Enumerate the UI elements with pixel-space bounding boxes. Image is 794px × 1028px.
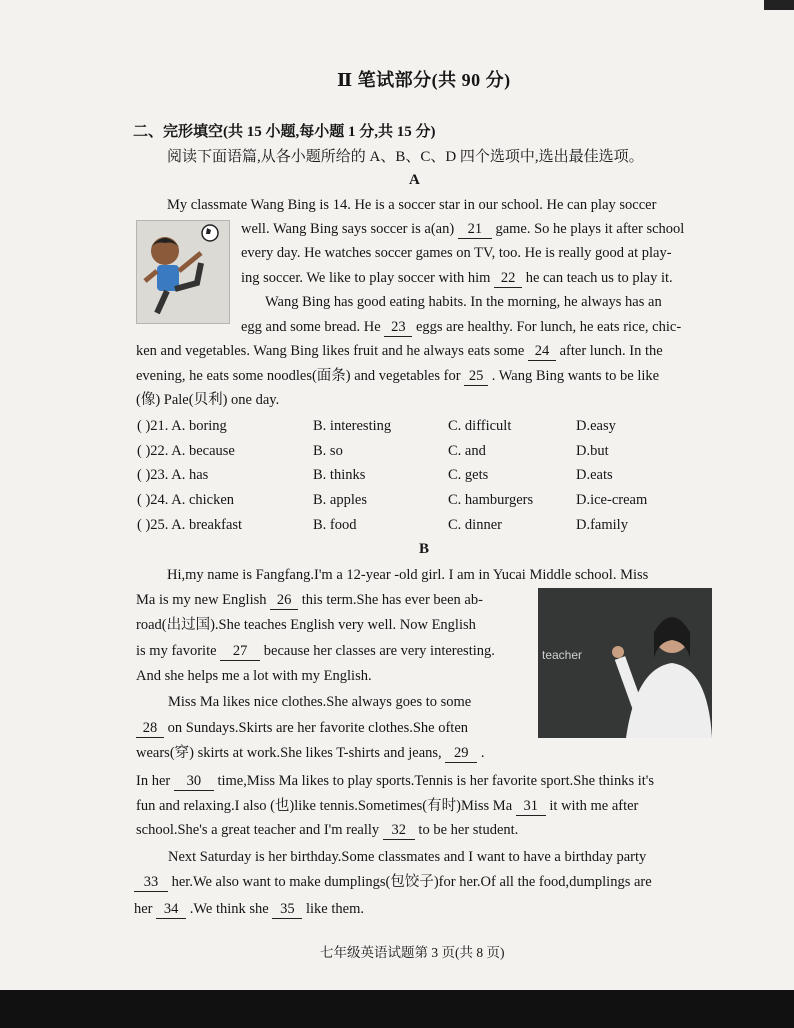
page-footer: 七年级英语试题第 3 页(共 8 页) [320,945,505,960]
blank-28[interactable]: 28 [136,720,164,738]
blank-35[interactable]: 35 [272,901,302,919]
option-22-b[interactable]: B. so [313,443,343,459]
blank-29[interactable]: 29 [445,745,477,763]
line-text: he can teach us to play it. [525,270,673,286]
passage-b-line-14 [134,897,364,922]
line-text: wears(穿) skirts at work.She likes T-shirts and jeans, [136,745,442,761]
passage-b-line-8 [136,741,485,766]
question-stem: ( )22. A. because [137,443,235,459]
line-text: on Sundays.Skirts are her favorite clothes.She often [167,720,469,736]
teacher-caption: teacher [542,648,583,662]
passage-b-label: B [419,541,430,557]
line-text: ing soccer. We like to play soccer with him [241,270,491,286]
option-22-c[interactable]: C. and [448,443,486,459]
passage-b-line-9 [136,769,654,794]
line-text: game. So he plays it after school [495,221,685,237]
line-text: . [480,745,485,761]
blank-33[interactable]: 33 [134,874,168,892]
option-25-c[interactable]: C. dinner [448,517,502,533]
passage-b-line-2 [136,588,483,613]
passage-a-line-8 [136,364,659,389]
soccer-boy-icon [137,221,229,323]
passage-a-line-1: My classmate Wang Bing is 14. He is a soccer star in our school. He can play soccer [167,197,657,213]
option-25-b[interactable]: B. food [313,517,357,533]
passage-b-line-10 [136,794,638,819]
line-text: her.We also want to make dumplings(包饺子)for her.Of all the food,dumplings are [171,874,652,890]
line-text: egg and some bread. He [241,319,381,335]
blank-24[interactable]: 24 [528,343,556,361]
question-stem: ( )24. A. chicken [137,492,235,508]
passage-b-line-6: Miss Ma likes nice clothes.She always goes to some [168,694,472,710]
line-text: evening, he eats some noodles(面条) and vegetables for [136,368,461,384]
blank-22[interactable]: 22 [494,270,522,288]
passage-b-line-12: Next Saturday is her birthday.Some classmates and I want to have a birthday party [168,849,647,865]
blank-27[interactable]: 27 [220,643,260,661]
line-text: ken and vegetables. Wang Bing likes fruit and he always eats some [136,343,525,359]
blank-25[interactable]: 25 [464,368,488,386]
blank-31[interactable]: 31 [516,798,546,816]
passage-a-line-2 [241,217,684,242]
passage-b-line-13 [134,870,652,895]
line-text: In her [136,773,171,789]
line-text: after lunch. In the [559,343,663,359]
line-text: fun and relaxing.I also (也)like tennis.Sometimes(有时)Miss Ma [136,798,513,814]
question-22[interactable] [137,443,235,460]
blank-30[interactable]: 30 [174,773,214,791]
passage-a-line-3: every day. He watches soccer games on TV, too. He is really good at play- [241,245,672,261]
passage-a-line-4 [241,266,673,291]
line-text: Ma is my new English [136,592,267,608]
teacher-photo-icon [538,588,712,738]
option-25-d[interactable]: D.family [576,517,628,533]
line-text: like them. [306,901,364,917]
option-21-c[interactable]: C. difficult [448,418,512,434]
line-text: .We think she [189,901,269,917]
option-24-d[interactable]: D.ice-cream [576,492,648,508]
line-text: school.She's a great teacher and I'm really [136,822,380,838]
passage-a-line-7 [136,339,663,364]
question-25[interactable] [137,517,242,534]
page-title: Ⅱ 笔试部分(共 90 分) [337,70,511,90]
scan-edge [764,0,794,10]
line-text: time,Miss Ma likes to play sports.Tennis is her favorite sport.She thinks it's [217,773,655,789]
option-23-c[interactable]: C. gets [448,467,489,483]
blank-23[interactable]: 23 [384,319,412,337]
option-21-b[interactable]: B. interesting [313,418,392,434]
option-24-c[interactable]: C. hamburgers [448,492,534,508]
line-text: . Wang Bing wants to be like [491,368,660,384]
option-22-d[interactable]: D.but [576,443,609,459]
passage-a-line-6 [241,315,681,340]
option-24-b[interactable]: B. apples [313,492,367,508]
line-text: to be her student. [418,822,519,838]
question-stem: ( )25. A. breakfast [137,517,243,533]
line-text: because her classes are very interesting. [263,643,495,659]
option-23-b[interactable]: B. thinks [313,467,366,483]
passage-b-line-5: And she helps me a lot with my English. [136,668,372,684]
passage-b-line-7 [136,716,468,741]
section-heading: 二、完形填空(共 15 小题,每小题 1 分,共 15 分) [133,124,436,140]
line-text: it with me after [549,798,639,814]
question-stem: ( )21. A. boring [137,418,227,434]
option-21-d[interactable]: D.easy [576,418,616,434]
line-text: well. Wang Bing says soccer is a(an) [241,221,455,237]
passage-b-line-11 [136,818,518,843]
passage-b-line-3: road(出过国).She teaches English very well. Now English [136,617,476,633]
passage-b-line-1: Hi,my name is Fangfang.I'm a 12-year -old girl. I am in Yucai Middle school. Miss [167,567,649,583]
question-24[interactable] [137,492,234,509]
line-text: her [134,901,153,917]
question-23[interactable] [137,467,208,484]
passage-a-line-5: Wang Bing has good eating habits. In the morning, he always has an [265,294,662,310]
line-text: is my favorite [136,643,217,659]
blank-32[interactable]: 32 [383,822,415,840]
blank-26[interactable]: 26 [270,592,298,610]
blank-21[interactable]: 21 [458,221,492,239]
passage-b-line-4 [136,639,495,664]
passage-a-label: A [409,172,420,188]
question-stem: ( )23. A. has [137,467,209,483]
question-21[interactable] [137,418,227,435]
blank-34[interactable]: 34 [156,901,186,919]
line-text: this term.She has ever been ab- [301,592,483,608]
teacher-photo [538,588,712,738]
passage-a-line-9: (像) Pale(贝利) one day. [136,392,280,408]
line-text: eggs are healthy. For lunch, he eats rice, chic- [415,319,682,335]
section-instruction: 阅读下面语篇,从各小题所给的 A、B、C、D 四个选项中,选出最佳选项。 [167,149,644,165]
option-23-d[interactable]: D.eats [576,467,613,483]
scan-bottom-edge [0,990,794,1028]
soccer-boy-illustration [136,220,230,324]
